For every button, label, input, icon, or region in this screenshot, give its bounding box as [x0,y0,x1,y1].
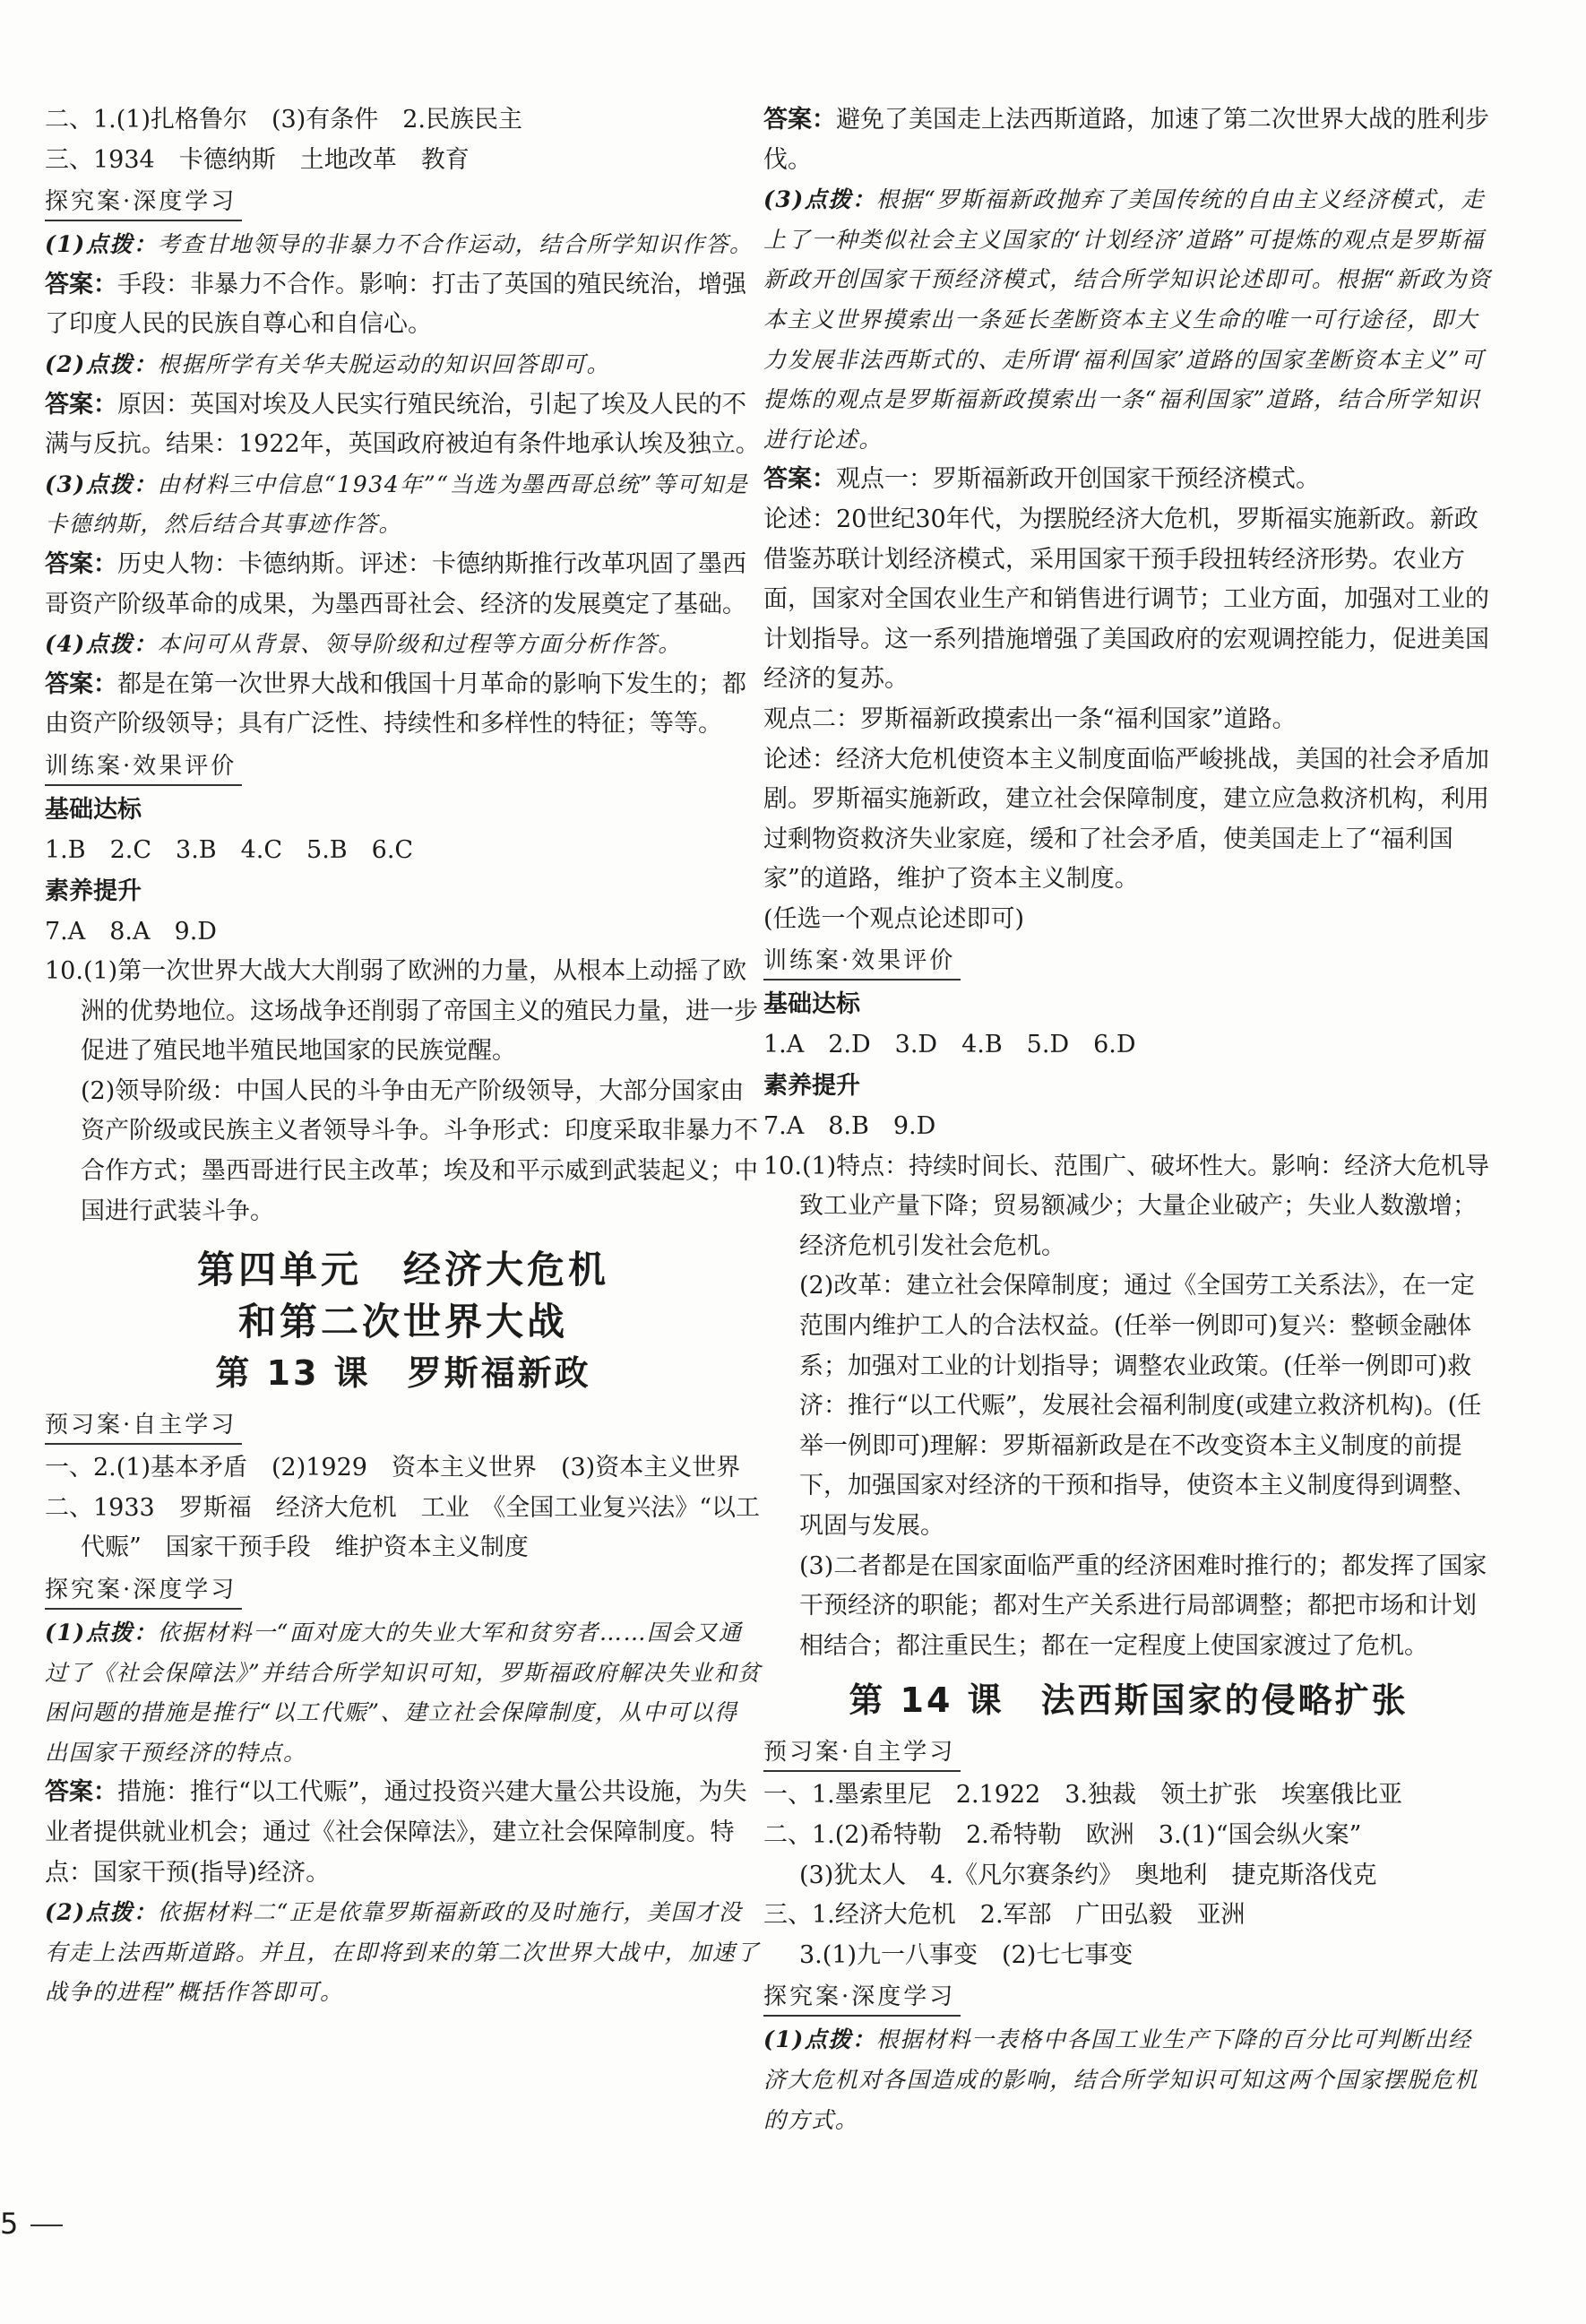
tip-paragraph: (1)点拨：根据材料一表格中各国工业生产下降的百分比可判断出经济大危机对各国造成的影响，结合所学知识可知这两个国家摆脱危机的方式。 [763,2026,1479,2133]
answer-paragraph: 论述：20世纪30年代，为摆脱经济大危机，罗斯福实施新政。新政借鉴苏联计划经济模式，采用国家干预手段扭转经济形势。农业方面，国家对全国农业生产和销售进行调节；工业方面，加强对工业的计划指导。这一系列措施增强了美国政府的宏观调控能力，促进美国经济的复苏。 [763,505,1489,694]
answer-paragraph: 答案：措施：推行“以工代赈”，通过投资兴建大量公共设施，为失业者提供就业机会；通过《社会保障法》，建立社会保障制度。特点：国家干预(指导)经济。 [45,1778,747,1887]
section-header: 探究案·深度学习 [45,1574,242,1610]
answer-paragraph: 答案：原因：英国对埃及人民实行殖民统治，引起了埃及人民的不满与反抗。结果：1922年，英国政府被迫有条件地承认埃及独立。 [45,390,760,459]
answer-line: (3)犹太人 4.《凡尔赛条约》 奥地利 捷克斯洛伐克 [799,1861,1377,1889]
section-header: 预习案·自主学习 [45,1409,242,1445]
subsection-title: 素养提升 [763,1072,860,1101]
left-column [45,100,762,2013]
section-header: 预习案·自主学习 [763,1736,961,1772]
tip-paragraph: (4)点拨：本问可从背景、领导阶级和过程等方面分析作答。 [45,631,682,658]
subsection-title: 基础达标 [45,795,142,824]
answer-line: 二、1.(1)扎格鲁尔 (3)有条件 2.民族民主 [45,106,523,134]
lesson-title: 第 13 课 罗斯福新政 [215,1353,591,1394]
subsection-title: 基础达标 [763,990,860,1019]
section-header: 探究案·深度学习 [763,1981,961,2017]
answer-line: 一、1.墨索里尼 2.1922 3.独裁 领土扩张 埃塞俄比亚 [763,1781,1402,1810]
tip-paragraph: (3)点拨：由材料三中信息“1934年”“当选为墨西哥总统”等可知是卡德纳斯，然后结合其事迹作答。 [45,471,749,538]
answer-paragraph: 10.(1)特点：持续时间长、范围广、破坏性大。影响：经济大危机导致工业产量下降；贸易额减少；大量企业破产；失业人数激增；经济危机引发社会危机。 [763,1152,1490,1260]
answer-paragraph: (2)领导阶级：中国人民的斗争由无产阶级领导，大部分国家由资产阶级或民族主义者领导斗争。斗争形式：印度采取非暴力不合作方式；墨西哥进行民主改革；埃及和平示威到武装起义；中国进行武装斗争。 [81,1076,758,1225]
answer-paragraph: 答案：避免了美国走上法西斯道路，加速了第二次世界大战的胜利步伐。 [763,106,1489,174]
unit-title: 第四单元 经济大危机 [196,1248,609,1292]
answer-paragraph: (2)改革：建立社会保障制度；通过《全国劳工关系法》，在一定范围内维护工人的合法权益。(任举一例即可)复兴：整顿金融体系；加强对工业的计划指导；调整农业政策。(任举一例即可)救济：推行“以工代赈”，发展社会福利制度(或建立救济机构)。(任举一例即可)理解：罗斯福新政是在不改变资本主义制度的前提下，加强国家对经济的干预和指导，使资本主义制度得到调整、巩固与发展。 [799,1272,1482,1540]
answer-paragraph: 答案：历史人物：卡德纳斯。评述：卡德纳斯推行改革巩固了墨西哥资产阶级革命的成果，为墨西哥社会、经济的发展奠定了基础。 [45,549,746,618]
lesson-title: 第 14 课 法西斯国家的侵略扩张 [849,1680,1409,1721]
answer-line: 三、1934 卡德纳斯 土地改革 教育 [45,145,470,174]
answer-key: 7.A 8.B 9.D [763,1112,936,1141]
tip-paragraph: (2)点拨：根据所学有关华夫脱运动的知识回答即可。 [45,350,611,377]
subsection-title: 素养提升 [45,877,142,905]
answer-key: 1.B 2.C 3.B 4.C 5.B 6.C [45,835,414,864]
right-column [763,100,1494,2140]
tip-paragraph: (3)点拨：根据“罗斯福新政抛弃了美国传统的自由主义经济模式，走上了一种类似社会主义国家的‘计划经济’道路”可提炼的观点是罗斯福新政开创国家干预经济模式，结合所学知识论述即可。根据“新政为资本主义世界摸索出一条延长垄断资本主义生命的唯一可行途径，即大力发展非法西斯式的、走所谓‘福利国家’道路的国家垄断资本主义”可提炼的观点是罗斯福新政摸索出一条“福利国家”道路，结合所学知识进行论述。 [763,186,1492,453]
answer-paragraph: (3)二者都是在国家面临严重的经济困难时推行的；都发挥了国家干预经济的职能；都对生产关系进行局部调整；都把市场和计划相结合；都注重民生；都在一定程度上使国家渡过了危机。 [799,1551,1487,1660]
answer-line: 一、2.(1)基本矛盾 (2)1929 资本主义世界 (3)资本主义世界 [45,1454,741,1482]
answer-paragraph: 10.(1)第一次世界大战大大削弱了欧洲的力量，从根本上动摇了欧洲的优势地位。这场战争还削弱了帝国主义的殖民力量，进一步促进了殖民地半殖民地国家的民族觉醒。 [45,957,758,1066]
section-header: 训练案·效果评价 [763,945,961,981]
unit-title: 和第二次世界大战 [237,1300,568,1344]
section-header: 训练案·效果评价 [45,750,242,786]
tip-paragraph: (2)点拨：依据材料二“正是依靠罗斯福新政的及时施行，美国才没有走上法西斯道路。并且，在即将到来的第二次世界大战中，加速了战争的进程”概括作答即可。 [45,1899,761,2006]
answer-paragraph: 论述：经济大危机使资本主义制度面临严峻挑战，美国的社会矛盾加剧。罗斯福实施新政，建立社会保障制度，建立应急救济机构，利用过剩物资救济失业家庭，缓和了社会矛盾，使美国走上了“福利国家”的道路，维护了资本主义制度。 [763,745,1489,894]
section-header: 探究案·深度学习 [45,186,242,221]
answer-paragraph: 观点二：罗斯福新政摸索出一条“福利国家”道路。 [763,704,1297,733]
page-number: 5 [0,2207,19,2241]
page-number-dash [30,2225,63,2226]
answer-paragraph: (任选一个观点论述即可) [763,904,1025,933]
answer-paragraph: 答案：手段：非暴力不合作。影响：打击了英国的殖民统治，增强了印度人民的民族自尊心和自信心。 [45,270,746,339]
answer-line: 三、1.经济大危机 2.军部 广田弘毅 亚洲 [763,1901,1246,1930]
answer-key: 7.A 8.A 9.D [45,917,217,946]
answer-key: 1.A 2.D 3.D 4.B 5.D 6.D [763,1031,1136,1059]
tip-paragraph: (1)点拨：考查甘地领导的非暴力不合作运动，结合所学知识作答。 [45,231,754,258]
answer-line: 二、1933 罗斯福 经济大危机 工业 《全国工业复兴法》“以工代赈” 国家干预手段 维护资本主义制度 [45,1493,761,1562]
answer-line: 3.(1)九一八事变 (2)七七事变 [799,1940,1133,1969]
answer-line: 二、1.(2)希特勒 2.希特勒 欧洲 3.(1)“国会纵火案” [763,1820,1362,1849]
tip-paragraph: (1)点拨：依据材料一“面对庞大的失业大军和贫穷者……国会又通过了《社会保障法》”并结合所学知识可知，罗斯福政府解决失业和贫困问题的措施是推行“以工代赈”、建立社会保障制度，从中可以得出国家干预经济的特点。 [45,1620,762,1766]
answer-paragraph: 答案：都是在第一次世界大战和俄国十月革命的影响下发生的；都由资产阶级领导；具有广泛性、持续性和多样性的特征；等等。 [45,670,746,739]
answer-paragraph: 答案：观点一：罗斯福新政开创国家干预经济模式。 [763,465,1320,494]
